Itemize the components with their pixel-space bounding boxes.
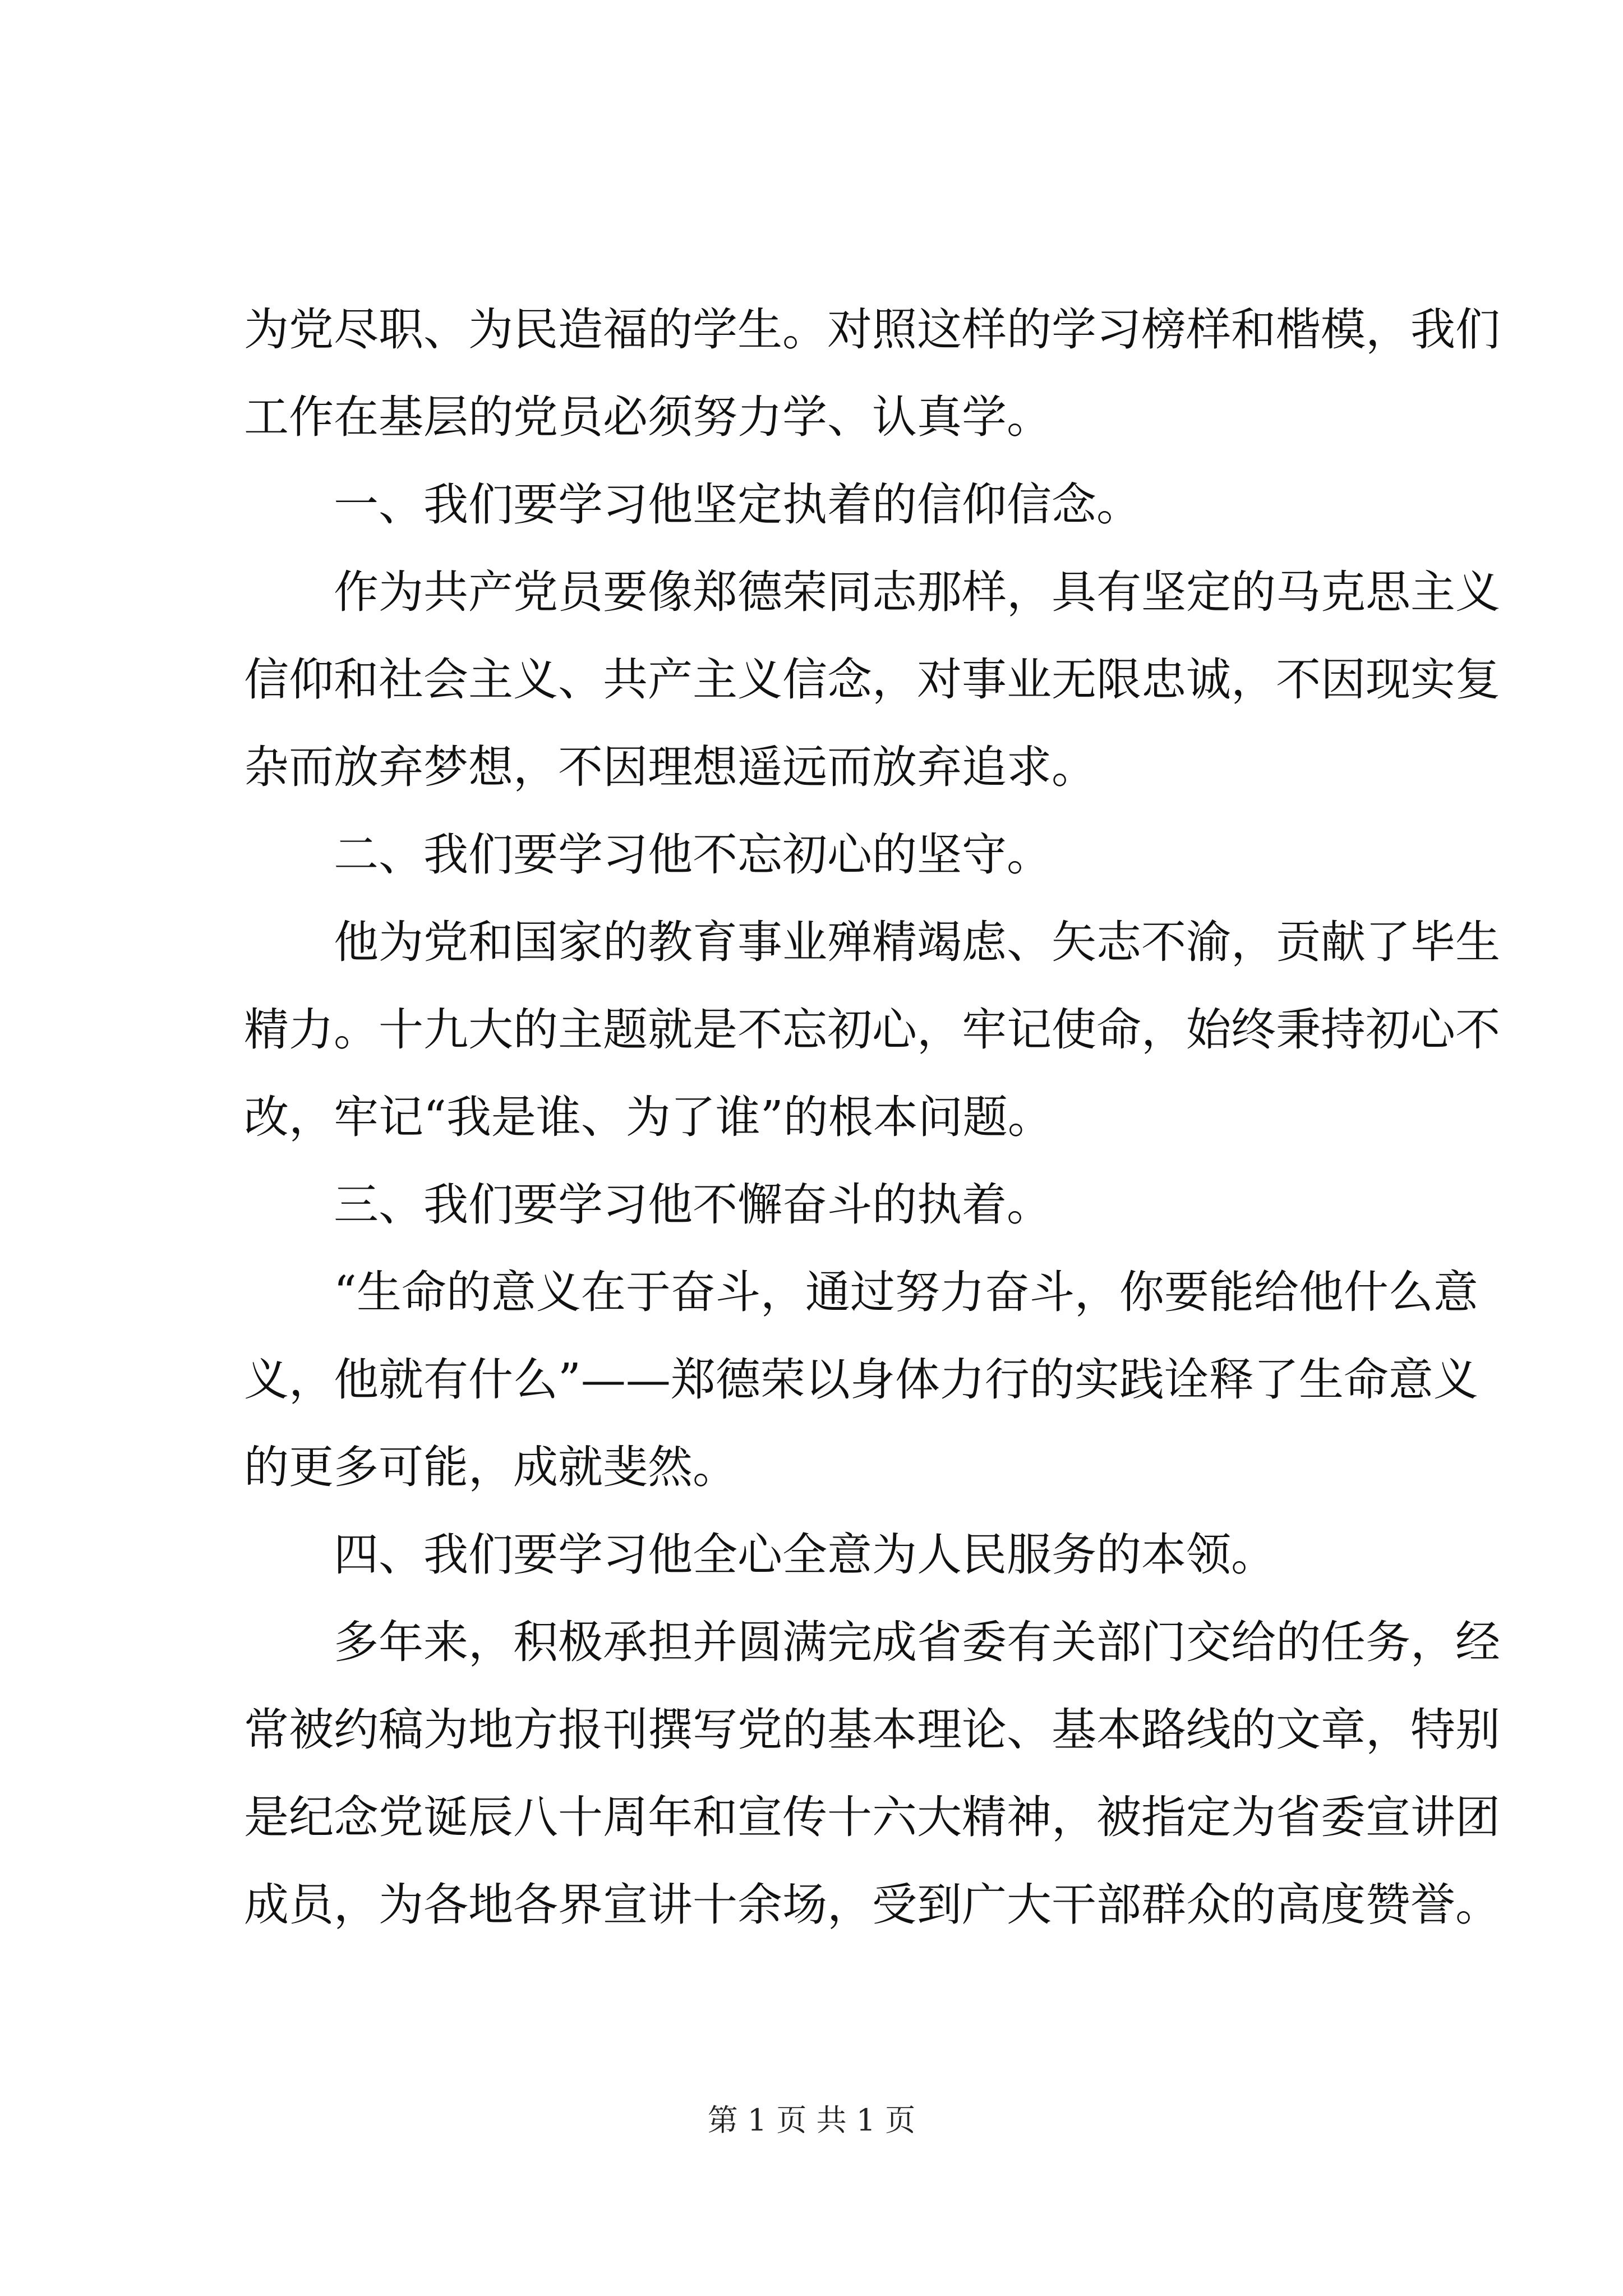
body-line: 是纪念党诞辰八十周年和宣传十六大精神，被指定为省委宣讲团	[244, 1791, 1500, 1843]
section-heading-3: 三、我们要学习他不懈奋斗的执着。	[334, 1179, 1052, 1231]
body-line: 多年来，积极承担并圆满完成省委有关部门交给的任务，经	[334, 1616, 1500, 1668]
body-line: 的更多可能，成就斐然。	[244, 1441, 737, 1493]
body-line: 成员，为各地各界宣讲十余场，受到广大干部群众的高度赞誉。	[244, 1879, 1500, 1931]
body-line: 他为党和国家的教育事业殚精竭虑、矢志不渝，贡献了毕生	[334, 916, 1500, 968]
body-line: 精力。十九大的主题就是不忘初心，牢记使命，始终秉持初心不	[244, 1004, 1500, 1056]
body-line: 作为共产党员要像郑德荣同志那样，具有坚定的马克思主义	[334, 566, 1500, 618]
section-heading-4: 四、我们要学习他全心全意为人民服务的本领。	[334, 1529, 1276, 1581]
body-line: 信仰和社会主义、共产主义信念，对事业无限忠诚，不因现实复	[244, 654, 1500, 706]
body-line: 义，他就有什么”——郑德荣以身体力行的实践诠释了生命意义	[244, 1354, 1478, 1406]
document-body	[244, 286, 1500, 1949]
page-footer: 第 1 页 共 1 页	[707, 2102, 916, 2138]
body-line: 杂而放弃梦想，不因理想遥远而放弃追求。	[244, 741, 1096, 793]
section-heading-1: 一、我们要学习他坚定执着的信仰信念。	[334, 478, 1141, 531]
body-line: 为党尽职、为民造福的学生。对照这样的学习榜样和楷模，我们	[244, 303, 1500, 356]
section-heading-2: 二、我们要学习他不忘初心的坚守。	[334, 829, 1052, 881]
body-line: 常被约稿为地方报刊撰写党的基本理论、基本路线的文章，特别	[244, 1704, 1500, 1756]
body-line: 改，牢记“我是谁、为了谁”的根本问题。	[244, 1091, 1053, 1143]
body-line: 工作在基层的党员必须努力学、认真学。	[244, 391, 1052, 443]
body-line: “生命的意义在于奋斗，通过努力奋斗，你要能给他什么意	[334, 1266, 1478, 1318]
